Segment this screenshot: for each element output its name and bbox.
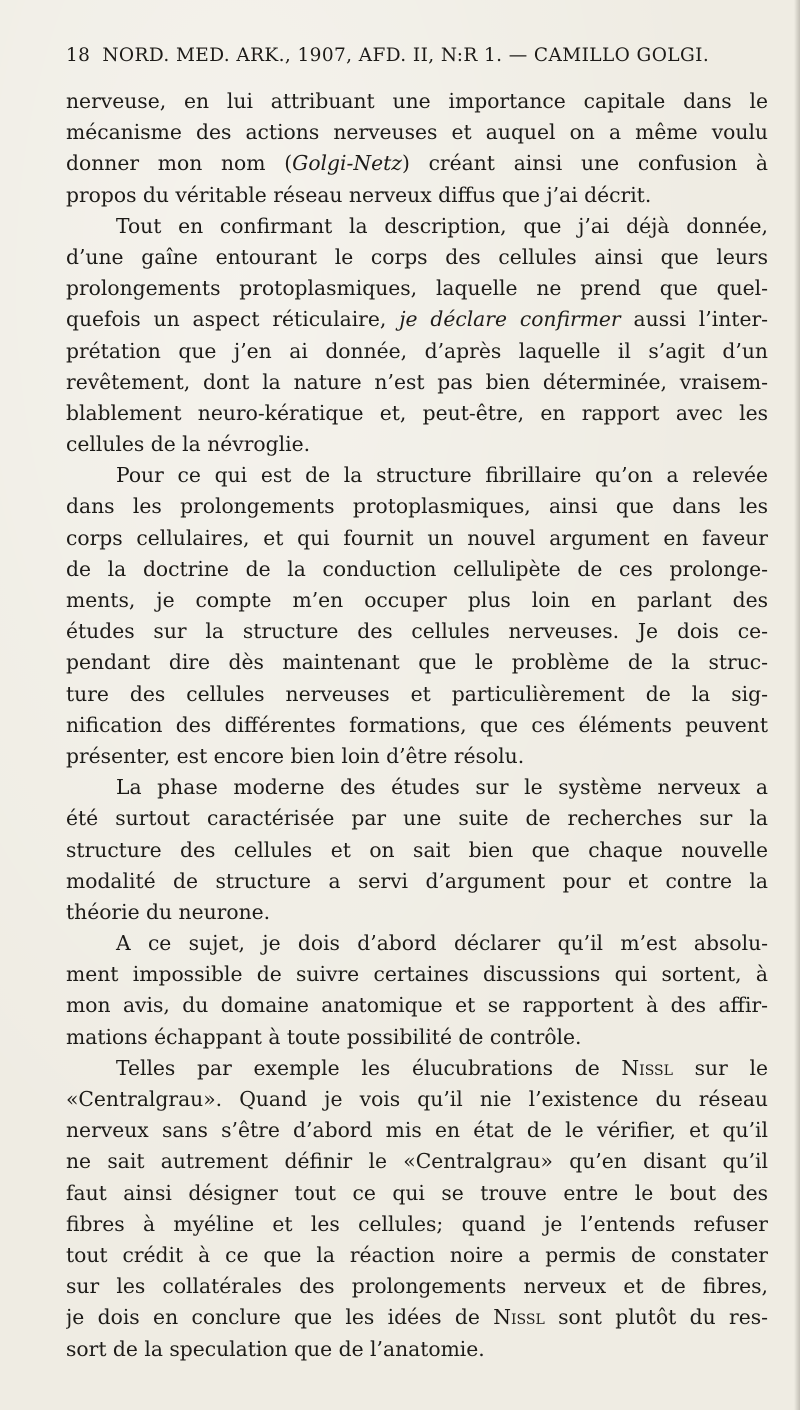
author-name: Nissl [621,1055,673,1080]
text-run: A ce sujet, je dois d’abord déclarer qu’il m’est absolu- [116,931,768,956]
text-run: blablement neuro-kératique et, peut-être, en rapport avec les [66,400,768,425]
text-line [66,148,768,179]
text-run: ne sait autrement définir le «Centralgrau» qu’en disant qu’il [66,1149,768,1174]
text-line [66,616,768,647]
text-run: mécanisme des actions nerveuses et auquel on a même voulu [66,120,768,145]
text-line [66,1084,768,1115]
text-run: modalité de structure a servi d’argument pour et contre la [66,868,768,893]
text-line [66,242,768,273]
text-run: «Centralgrau». Quand je vois qu’il nie l’existence du réseau [66,1087,768,1111]
text-run: nification des différentes formations, que ces éléments peuvent [66,712,768,737]
text-line [66,803,768,834]
text-line [66,491,768,522]
text-run: d’une gaîne entourant le corps des cellules ainsi que leurs [66,244,768,269]
text-line [66,585,768,616]
text-line [66,897,768,928]
text-line [66,180,768,211]
text-line [66,304,768,335]
text-line [66,523,768,554]
text-run: sort de la speculation que de l’anatomie. [66,1336,485,1361]
text-line [66,1022,768,1053]
text-line [66,1178,768,1209]
text-line [66,398,768,429]
text-line [66,1271,768,1302]
text-run: ) créant ainsi une confusion à [401,151,768,176]
text-line [66,1209,768,1240]
text-run: fibres à myéline et les cellules; quand je l’entends refuser [66,1211,768,1236]
text-run: sur le [672,1055,768,1080]
text-line [66,211,768,242]
text-run: prétation que j’en ai donnée, d’après laquelle il s’agit d’un [66,338,768,363]
text-line [66,772,768,803]
text-run: nerveuse, en lui attribuant une importance capitale dans le [66,89,768,113]
text-run: études sur la structure des cellules nerveuses. Je dois ce- [66,619,768,644]
text-run: propos du véritable réseau nerveux diffus que j’ai décrit. [66,182,652,207]
text-run: mations échappant à toute possibilité de contrôle. [66,1024,582,1049]
running-header [66,44,766,68]
text-run: Telles par exemple les élucubrations de [116,1055,622,1080]
text-run: structure des cellules et on sait bien que chaque nouvelle [66,837,768,862]
text-run: Tout en confirmant la description, que j’ai déjà donnée, [116,213,768,238]
text-run: cellules de la névroglie. [66,432,311,457]
text-run: mon avis, du domaine anatomique et se rapportent à des affir- [66,993,768,1018]
text-line [66,959,768,990]
text-run: ments, je compte m’en occuper plus loin en parlant des [66,588,768,612]
text-line [66,1334,768,1365]
body-text [66,86,768,1365]
text-line [66,1146,768,1177]
text-line [66,679,768,710]
text-line [66,86,768,117]
text-line [66,1053,768,1084]
text-run: été surtout caractérisée par une suite de recherches sur la [66,806,768,831]
text-run: aussi l’inter- [620,307,768,332]
text-line [66,367,768,398]
text-line [66,928,768,959]
text-line [66,460,768,491]
italic-text: je déclare confirmer [399,307,621,332]
text-line [66,336,768,367]
text-run: pendant dire dès maintenant que le problème de la struc- [66,650,768,675]
text-run: donner mon nom ( [66,151,293,176]
text-line [66,117,768,148]
text-line [66,429,768,460]
text-run: tout crédit à ce que la réaction noire a permis de constater [66,1242,768,1267]
text-line [66,1302,768,1333]
author-name: Nissl [493,1305,545,1330]
text-run: ment impossible de suivre certaines discussions qui sortent, à [66,962,768,987]
text-run: quefois un aspect réticulaire, [66,307,400,332]
text-run: dans les prolongements protoplasmiques, ainsi que dans les [66,494,768,519]
text-run: nerveux sans s’être d’abord mis en état de le vérifier, et qu’il [66,1118,768,1143]
text-run: ture des cellules nerveuses et particulièrement de la sig- [66,681,768,706]
text-line [66,647,768,678]
italic-text: Golgi-Netz [292,151,402,176]
text-run: présenter, est encore bien loin d’être résolu. [66,743,525,768]
text-line [66,273,768,304]
text-line [66,554,768,585]
text-run: je dois en conclure que les idées de [66,1305,494,1330]
text-run: prolongements protoplasmiques, laquelle ne prend que quel- [66,276,768,301]
page-number: 18 [66,45,91,66]
text-run: Pour ce qui est de la structure fibrillaire qu’on a relevée [116,463,768,488]
text-line [66,1115,768,1146]
text-run: de la doctrine de la conduction cellulipète de ces prolonge- [66,556,768,581]
text-run: La phase moderne des études sur le système nerveux a [116,775,768,800]
page-edge-shadow [794,0,800,1410]
text-run: théorie du neurone. [66,899,271,924]
text-run: sur les collatérales des prolongements nerveux et de fibres, [66,1274,768,1299]
text-run: sont plutôt du res- [544,1305,768,1330]
text-line [66,866,768,897]
text-run: corps cellulaires, et qui fournit un nouvel argument en faveur [66,525,768,550]
text-line [66,741,768,772]
text-line [66,835,768,866]
text-run: faut ainsi désigner tout ce qui se trouve entre le bout des [66,1180,768,1205]
text-run: revêtement, dont la nature n’est pas bien déterminée, vraisem- [66,369,768,394]
text-line [66,990,768,1021]
running-title: NORD. MED. ARK., 1907, AFD. II, N:R 1. — CAMILLO GOLGI. [102,45,710,66]
text-line [66,1240,768,1271]
text-line [66,710,768,741]
